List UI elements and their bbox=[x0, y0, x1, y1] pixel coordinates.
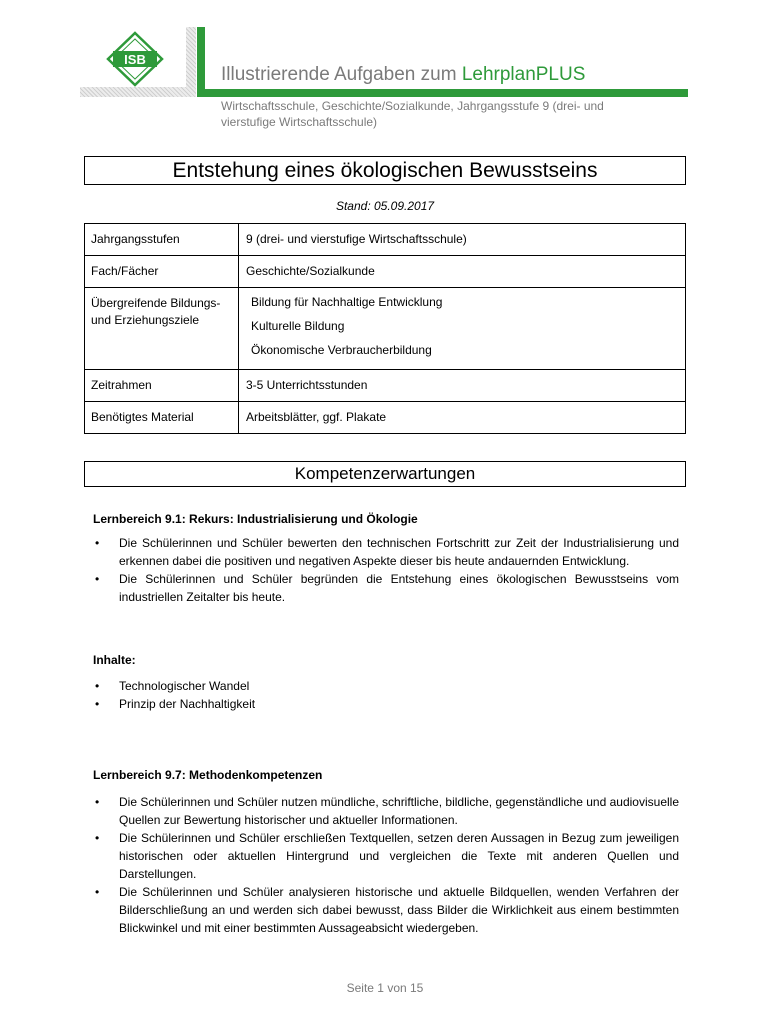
bullet-icon: • bbox=[95, 679, 100, 693]
list-item bbox=[93, 570, 679, 606]
header-green-bar-horizontal bbox=[197, 89, 688, 97]
header-green-bar-vertical bbox=[197, 27, 205, 97]
logo-shadow-horizontal bbox=[80, 87, 196, 97]
zeit-label: Zeitrahmen bbox=[85, 370, 239, 402]
material-label: Benötigtes Material bbox=[85, 402, 239, 434]
lb97-list bbox=[93, 793, 679, 937]
lb97-heading: Lernbereich 9.7: Methodenkompetenzen bbox=[93, 768, 323, 782]
list-item bbox=[93, 883, 679, 937]
list-item-text: Die Schülerinnen und Schüler bewerten den technischen Fortschritt zur Zeit der Industrialisierung und erkennen dabei die positiven und negativen Aspekte dieser bis heute andauernden Entwicklung. bbox=[119, 536, 679, 568]
page-number: Seite 1 von 15 bbox=[346, 981, 424, 995]
bullet-icon: • bbox=[95, 831, 100, 845]
list-item bbox=[93, 695, 679, 713]
list-item bbox=[93, 677, 679, 695]
header-title-accent: LehrplanPLUS bbox=[461, 64, 586, 85]
list-item-text: Die Schülerinnen und Schüler begründen die Entstehung eines ökologischen Bewusstseins vom industriellen Zeitalter bis heute. bbox=[119, 572, 679, 604]
bullet-icon: • bbox=[95, 697, 100, 711]
goal-item: Ökonomische Verbraucherbildung bbox=[251, 343, 432, 357]
kompetenz-title: Kompetenzerwartungen bbox=[84, 461, 686, 487]
bullet-icon: • bbox=[95, 795, 100, 809]
ziele-values bbox=[239, 288, 686, 370]
table-row bbox=[85, 256, 686, 288]
table-row bbox=[85, 370, 686, 402]
zeit-value: 3-5 Unterrichtsstunden bbox=[239, 370, 686, 402]
ziele-label: Übergreifende Bildungs- und Erziehungsziele bbox=[85, 288, 239, 370]
material-value: Arbeitsblätter, ggf. Plakate bbox=[239, 402, 686, 434]
stand-date: Stand: 05.09.2017 bbox=[335, 199, 435, 213]
list-item-text: Die Schülerinnen und Schüler analysieren historische und aktuelle Bildquellen, wenden Verfahren der Bilderschließung an und werden sich dabei bewusst, dass Bilder die Wirklichkeit aus einem bestimmten Blickwinkel und mit einer bestimmten Aussageabsicht wiedergeben. bbox=[119, 885, 679, 935]
jahrgang-value: 9 (drei- und vierstufige Wirtschaftsschule) bbox=[239, 224, 686, 256]
list-item bbox=[93, 534, 679, 570]
fach-label: Fach/Fächer bbox=[85, 256, 239, 288]
table-row bbox=[85, 288, 686, 370]
header-title-prefix: Illustrierende Aufgaben zum bbox=[221, 64, 462, 85]
list-item-text: Prinzip der Nachhaltigkeit bbox=[119, 697, 256, 711]
bullet-icon: • bbox=[95, 885, 100, 899]
logo-text: ISB bbox=[124, 52, 146, 67]
goal-item: Kulturelle Bildung bbox=[251, 319, 345, 333]
list-item-text: Technologischer Wandel bbox=[119, 679, 250, 693]
header-title bbox=[221, 64, 585, 86]
list-item bbox=[93, 793, 679, 829]
jahrgang-label: Jahrgangsstufen bbox=[85, 224, 239, 256]
inhalte-heading: Inhalte: bbox=[93, 653, 136, 667]
table-row bbox=[85, 402, 686, 434]
list-item-text: Die Schülerinnen und Schüler nutzen mündliche, schriftliche, bildliche, gegenständliche und audiovisuelle Quellen zur Bewertung historischer und aktueller Informationen. bbox=[119, 795, 679, 827]
bullet-icon: • bbox=[95, 536, 100, 550]
header-subtitle: Wirtschaftsschule, Geschichte/Sozialkunde, Jahrgangsstufe 9 (drei- und vierstufige Wirtschaftsschule) bbox=[221, 99, 604, 129]
list-item-text: Die Schülerinnen und Schüler erschließen Textquellen, setzen deren Aussagen in Bezug zum jeweiligen historischen oder aktuellen Hintergrund und vergleichen die Texte mit anderen Quellen und Darstellungen. bbox=[119, 831, 679, 881]
list-item bbox=[93, 829, 679, 883]
inhalte-list bbox=[93, 677, 679, 713]
lb91-heading: Lernbereich 9.1: Rekurs: Industrialisierung und Ökologie bbox=[93, 512, 418, 526]
fach-value: Geschichte/Sozialkunde bbox=[239, 256, 686, 288]
isb-logo-icon bbox=[104, 30, 166, 88]
lb91-list bbox=[93, 534, 679, 606]
table-row bbox=[85, 224, 686, 256]
document-title: Entstehung eines ökologischen Bewusstseins bbox=[84, 156, 686, 185]
goal-item: Bildung für Nachhaltige Entwicklung bbox=[251, 295, 443, 309]
bullet-icon: • bbox=[95, 572, 100, 586]
meta-table bbox=[84, 223, 686, 434]
